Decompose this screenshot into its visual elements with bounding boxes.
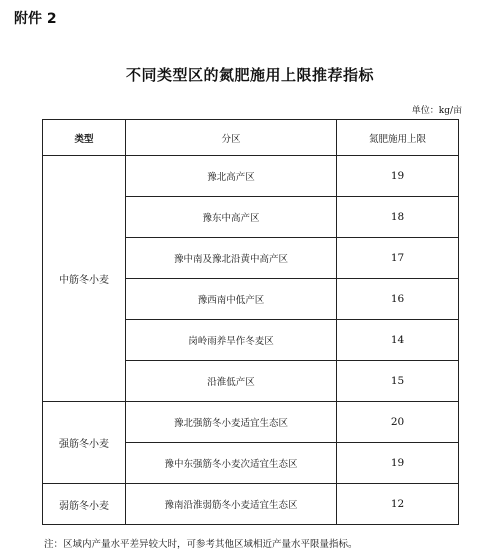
footnote: 注：区域内产量水平差异较大时，可参考其他区域相近产量水平限量指标。 <box>44 539 358 550</box>
zone-cell: 豫南沿淮弱筋冬小麦适宜生态区 <box>126 484 337 525</box>
limit-cell: 19 <box>337 443 459 484</box>
zone-cell: 豫北高产区 <box>126 156 337 197</box>
type-cell: 中筋冬小麦 <box>43 156 126 402</box>
nitrogen-limit-table <box>42 119 459 525</box>
type-cell: 弱筋冬小麦 <box>43 484 126 525</box>
table-row <box>43 484 459 525</box>
zone-cell: 豫中南及豫北沿黄中高产区 <box>126 238 337 279</box>
zone-cell: 岗岭雨养旱作冬麦区 <box>126 320 337 361</box>
table-row <box>43 402 459 443</box>
limit-cell: 14 <box>337 320 459 361</box>
limit-cell: 16 <box>337 279 459 320</box>
type-cell: 强筋冬小麦 <box>43 402 126 484</box>
header-type: 类型 <box>43 120 126 156</box>
zone-cell: 沿淮低产区 <box>126 361 337 402</box>
unit-label: 单位：kg/亩 <box>411 106 462 116</box>
zone-cell: 豫北强筋冬小麦适宜生态区 <box>126 402 337 443</box>
document-title: 不同类型区的氮肥施用上限推荐指标 <box>125 66 374 84</box>
table-header-row <box>43 120 459 156</box>
limit-cell: 15 <box>337 361 459 402</box>
limit-cell: 18 <box>337 197 459 238</box>
header-zone: 分区 <box>126 120 337 156</box>
table-row <box>43 156 459 197</box>
attachment-label: 附件 2 <box>14 11 57 27</box>
limit-cell: 17 <box>337 238 459 279</box>
zone-cell: 豫西南中低产区 <box>126 279 337 320</box>
limit-cell: 19 <box>337 156 459 197</box>
header-limit: 氮肥施用上限 <box>337 120 459 156</box>
limit-cell: 12 <box>337 484 459 525</box>
limit-cell: 20 <box>337 402 459 443</box>
zone-cell: 豫中东强筋冬小麦次适宜生态区 <box>126 443 337 484</box>
zone-cell: 豫东中高产区 <box>126 197 337 238</box>
